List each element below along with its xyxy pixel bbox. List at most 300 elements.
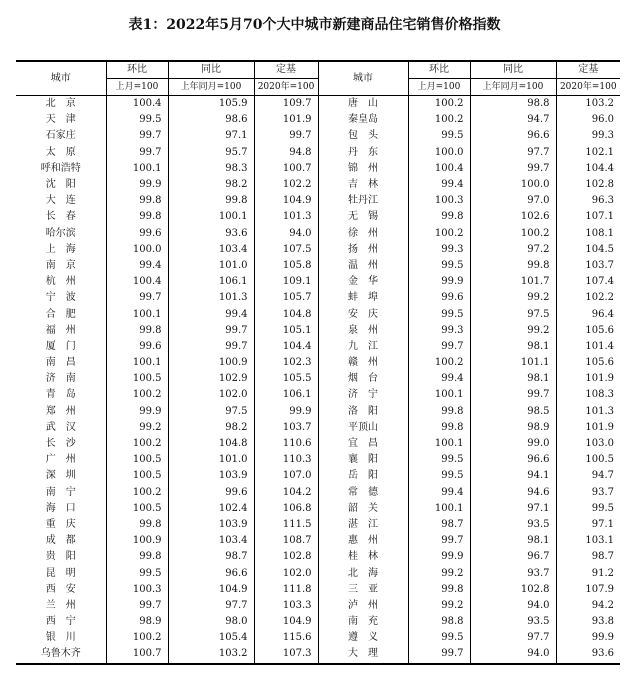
mom-value-right: 98.8 xyxy=(408,614,470,630)
yoy-value-left: 103.9 xyxy=(168,517,254,533)
city-name-right: 温 州 xyxy=(318,258,408,274)
mom-value-right: 100.4 xyxy=(408,161,470,177)
yoy-value-right: 94.7 xyxy=(470,112,556,128)
yoy-value-right: 101.1 xyxy=(470,355,556,371)
mom-value-left: 100.2 xyxy=(106,436,168,452)
mom-value-right: 99.6 xyxy=(408,290,470,306)
city-name-right: 桂 林 xyxy=(318,549,408,565)
fixed-value-right: 99.3 xyxy=(556,128,620,144)
fixed-value-right: 101.9 xyxy=(556,420,620,436)
table-body xyxy=(16,96,620,664)
fixed-value-right: 101.4 xyxy=(556,339,620,355)
table-row xyxy=(16,112,620,128)
mom-value-left: 100.5 xyxy=(106,468,168,484)
yoy-value-left: 101.3 xyxy=(168,290,254,306)
fixed-value-left: 103.3 xyxy=(254,598,318,614)
fixed-value-left: 109.1 xyxy=(254,274,318,290)
yoy-value-right: 98.9 xyxy=(470,420,556,436)
mom-value-left: 100.9 xyxy=(106,533,168,549)
mom-value-left: 99.8 xyxy=(106,517,168,533)
table-row xyxy=(16,630,620,646)
yoy-value-left: 98.2 xyxy=(168,420,254,436)
table-row xyxy=(16,193,620,209)
city-name-left: 大 连 xyxy=(45,195,76,207)
table-row xyxy=(16,501,620,517)
yoy-value-left: 102.9 xyxy=(168,371,254,387)
mom-value-left: 99.8 xyxy=(106,193,168,209)
mom-value-right: 99.4 xyxy=(408,371,470,387)
city-name-left: 济 南 xyxy=(45,373,76,385)
table-row xyxy=(16,96,620,113)
fixed-value-left: 109.7 xyxy=(254,96,318,113)
fixed-value-right: 97.1 xyxy=(556,517,620,533)
fixed-value-left: 105.7 xyxy=(254,290,318,306)
table-row xyxy=(16,387,620,403)
city-name-left: 天 津 xyxy=(45,114,76,126)
header-fixed-right: 定基 xyxy=(556,61,620,79)
yoy-value-right: 97.7 xyxy=(470,630,556,646)
table-row xyxy=(16,452,620,468)
mom-value-left: 99.5 xyxy=(106,112,168,128)
fixed-value-right: 103.0 xyxy=(556,436,620,452)
yoy-value-right: 99.7 xyxy=(470,161,556,177)
table-row xyxy=(16,290,620,306)
yoy-value-right: 96.6 xyxy=(470,128,556,144)
fixed-value-right: 103.7 xyxy=(556,258,620,274)
table-row xyxy=(16,436,620,452)
table-row xyxy=(16,145,620,161)
city-name-right: 常 德 xyxy=(318,485,408,501)
city-name-right: 无 锡 xyxy=(318,209,408,225)
yoy-value-right: 98.1 xyxy=(470,339,556,355)
fixed-value-left: 104.9 xyxy=(254,193,318,209)
header-mom-base-left: 上月=100 xyxy=(106,79,168,96)
city-name-left: 海 口 xyxy=(45,502,76,514)
table-row xyxy=(16,306,620,322)
yoy-value-right: 98.5 xyxy=(470,404,556,420)
fixed-value-left: 107.0 xyxy=(254,468,318,484)
yoy-value-right: 98.1 xyxy=(470,371,556,387)
mom-value-right: 100.2 xyxy=(408,112,470,128)
yoy-value-right: 93.7 xyxy=(470,565,556,581)
fixed-value-left: 104.4 xyxy=(254,339,318,355)
table-row xyxy=(16,339,620,355)
mom-value-left: 99.4 xyxy=(106,258,168,274)
yoy-value-left: 97.5 xyxy=(168,404,254,420)
yoy-value-left: 103.9 xyxy=(168,468,254,484)
fixed-value-left: 106.1 xyxy=(254,387,318,403)
table-row xyxy=(16,646,620,663)
fixed-value-left: 103.7 xyxy=(254,420,318,436)
mom-value-left: 100.4 xyxy=(106,96,168,113)
yoy-value-right: 97.1 xyxy=(470,501,556,517)
header-city-left: 城市 xyxy=(16,61,106,96)
header-yoy-base-right: 上年同月=100 xyxy=(470,79,556,96)
yoy-value-left: 98.7 xyxy=(168,549,254,565)
city-name-right: 泸 州 xyxy=(318,598,408,614)
yoy-value-right: 97.7 xyxy=(470,145,556,161)
fixed-value-right: 102.8 xyxy=(556,177,620,193)
city-name-left: 宁 波 xyxy=(45,292,76,304)
fixed-value-left: 102.3 xyxy=(254,355,318,371)
table-title: 表1：2022年5月70个大中城市新建商品住宅销售价格指数 xyxy=(128,17,501,33)
yoy-value-right: 93.5 xyxy=(470,517,556,533)
city-name-left: 哈尔滨 xyxy=(45,227,76,239)
fixed-value-right: 101.9 xyxy=(556,371,620,387)
fixed-value-left: 99.7 xyxy=(254,128,318,144)
fixed-value-left: 100.7 xyxy=(254,161,318,177)
city-name-right: 赣 州 xyxy=(318,355,408,371)
city-name-left: 上 海 xyxy=(45,243,76,255)
city-name-right: 洛 阳 xyxy=(318,404,408,420)
mom-value-right: 100.1 xyxy=(408,501,470,517)
mom-value-right: 99.5 xyxy=(408,452,470,468)
table-row xyxy=(16,404,620,420)
fixed-value-left: 104.2 xyxy=(254,485,318,501)
fixed-value-right: 93.6 xyxy=(556,646,620,663)
city-name-right: 牡丹江 xyxy=(318,193,408,209)
mom-value-left: 100.5 xyxy=(106,371,168,387)
mom-value-right: 99.7 xyxy=(408,533,470,549)
yoy-value-left: 98.6 xyxy=(168,112,254,128)
yoy-value-left: 100.9 xyxy=(168,355,254,371)
mom-value-right: 99.4 xyxy=(408,177,470,193)
mom-value-left: 100.1 xyxy=(106,306,168,322)
price-index-table xyxy=(16,60,620,665)
table-row xyxy=(16,355,620,371)
city-name-right: 吉 林 xyxy=(318,177,408,193)
yoy-value-left: 103.4 xyxy=(168,242,254,258)
city-name-left: 厦 门 xyxy=(45,340,76,352)
fixed-value-left: 94.0 xyxy=(254,226,318,242)
mom-value-left: 100.4 xyxy=(106,274,168,290)
mom-value-right: 99.7 xyxy=(408,646,470,663)
fixed-value-left: 104.9 xyxy=(254,614,318,630)
city-name-right: 扬 州 xyxy=(318,242,408,258)
city-name-left: 重 庆 xyxy=(45,518,76,530)
fixed-value-right: 99.9 xyxy=(556,630,620,646)
yoy-value-left: 105.4 xyxy=(168,630,254,646)
mom-value-left: 98.9 xyxy=(106,614,168,630)
yoy-value-left: 105.9 xyxy=(168,96,254,113)
city-name-left: 郑 州 xyxy=(45,405,76,417)
city-name-left: 深 圳 xyxy=(45,470,76,482)
fixed-value-right: 94.2 xyxy=(556,598,620,614)
fixed-value-right: 107.1 xyxy=(556,209,620,225)
header-fixed-left: 定基 xyxy=(254,61,318,79)
fixed-value-right: 107.4 xyxy=(556,274,620,290)
fixed-value-right: 93.8 xyxy=(556,614,620,630)
fixed-value-right: 99.5 xyxy=(556,501,620,517)
city-name-left: 福 州 xyxy=(45,324,76,336)
city-name-right: 平顶山 xyxy=(318,420,408,436)
city-name-left: 南 昌 xyxy=(45,357,76,369)
fixed-value-left: 101.3 xyxy=(254,209,318,225)
fixed-value-right: 105.6 xyxy=(556,355,620,371)
table-row xyxy=(16,274,620,290)
mom-value-left: 99.6 xyxy=(106,226,168,242)
city-name-right: 韶 关 xyxy=(318,501,408,517)
city-name-left: 太 原 xyxy=(45,146,76,158)
city-name-right: 济 宁 xyxy=(318,387,408,403)
fixed-value-right: 103.2 xyxy=(556,96,620,113)
yoy-value-left: 102.0 xyxy=(168,387,254,403)
fixed-value-right: 94.7 xyxy=(556,468,620,484)
fixed-value-right: 96.4 xyxy=(556,306,620,322)
city-name-left: 兰 州 xyxy=(45,599,76,611)
yoy-value-left: 95.7 xyxy=(168,145,254,161)
city-name-left: 武 汉 xyxy=(45,421,76,433)
mom-value-left: 99.7 xyxy=(106,598,168,614)
fixed-value-right: 93.7 xyxy=(556,485,620,501)
city-name-right: 惠 州 xyxy=(318,533,408,549)
fixed-value-left: 104.8 xyxy=(254,306,318,322)
yoy-value-right: 102.6 xyxy=(470,209,556,225)
yoy-value-right: 102.8 xyxy=(470,582,556,598)
city-name-right: 湛 江 xyxy=(318,517,408,533)
table-row xyxy=(16,258,620,274)
table-row xyxy=(16,242,620,258)
yoy-value-right: 99.8 xyxy=(470,258,556,274)
fixed-value-right: 96.0 xyxy=(556,112,620,128)
yoy-value-right: 94.6 xyxy=(470,485,556,501)
yoy-value-right: 96.6 xyxy=(470,452,556,468)
yoy-value-right: 100.2 xyxy=(470,226,556,242)
city-name-right: 大 理 xyxy=(318,646,408,663)
fixed-value-right: 102.1 xyxy=(556,145,620,161)
fixed-value-right: 103.1 xyxy=(556,533,620,549)
mom-value-right: 99.5 xyxy=(408,258,470,274)
city-name-left: 长 沙 xyxy=(45,438,76,450)
mom-value-right: 98.7 xyxy=(408,517,470,533)
mom-value-right: 100.3 xyxy=(408,193,470,209)
table-row xyxy=(16,614,620,630)
yoy-value-right: 97.5 xyxy=(470,306,556,322)
mom-value-left: 99.9 xyxy=(106,404,168,420)
table-row xyxy=(16,177,620,193)
fixed-value-left: 105.1 xyxy=(254,323,318,339)
fixed-value-right: 101.3 xyxy=(556,404,620,420)
city-name-right: 蚌 埠 xyxy=(318,290,408,306)
city-name-right: 锦 州 xyxy=(318,161,408,177)
mom-value-left: 99.7 xyxy=(106,128,168,144)
mom-value-right: 100.1 xyxy=(408,387,470,403)
yoy-value-left: 101.0 xyxy=(168,258,254,274)
city-name-left: 昆 明 xyxy=(45,567,76,579)
yoy-value-left: 99.7 xyxy=(168,339,254,355)
mom-value-right: 100.1 xyxy=(408,436,470,452)
yoy-value-left: 104.9 xyxy=(168,582,254,598)
fixed-value-left: 94.8 xyxy=(254,145,318,161)
yoy-value-left: 102.4 xyxy=(168,501,254,517)
yoy-value-left: 99.7 xyxy=(168,323,254,339)
yoy-value-right: 94.0 xyxy=(470,646,556,663)
fixed-value-right: 96.3 xyxy=(556,193,620,209)
table-row xyxy=(16,582,620,598)
mom-value-right: 99.5 xyxy=(408,128,470,144)
yoy-value-left: 103.4 xyxy=(168,533,254,549)
mom-value-right: 100.0 xyxy=(408,145,470,161)
mom-value-right: 99.4 xyxy=(408,485,470,501)
mom-value-right: 99.3 xyxy=(408,323,470,339)
fixed-value-right: 100.5 xyxy=(556,452,620,468)
mom-value-left: 99.8 xyxy=(106,209,168,225)
city-name-left: 乌鲁木齐 xyxy=(16,646,106,663)
city-name-right: 徐 州 xyxy=(318,226,408,242)
mom-value-left: 100.0 xyxy=(106,242,168,258)
mom-value-left: 100.2 xyxy=(106,387,168,403)
mom-value-left: 99.5 xyxy=(106,565,168,581)
city-name-right: 北 海 xyxy=(318,565,408,581)
yoy-value-left: 97.7 xyxy=(168,598,254,614)
city-name-left: 西 安 xyxy=(45,583,76,595)
fixed-value-right: 108.1 xyxy=(556,226,620,242)
city-name-left: 南 宁 xyxy=(45,486,76,498)
mom-value-left: 99.7 xyxy=(106,290,168,306)
table-row xyxy=(16,226,620,242)
mom-value-right: 99.5 xyxy=(408,306,470,322)
table-row xyxy=(16,565,620,581)
city-name-left: 呼和浩特 xyxy=(40,162,81,174)
mom-value-right: 99.2 xyxy=(408,565,470,581)
mom-value-right: 99.3 xyxy=(408,242,470,258)
header-fixed-base-right: 2020年=100 xyxy=(556,79,620,96)
city-name-right: 烟 台 xyxy=(318,371,408,387)
yoy-value-right: 100.0 xyxy=(470,177,556,193)
table-row xyxy=(16,549,620,565)
yoy-value-left: 99.6 xyxy=(168,485,254,501)
mom-value-right: 99.9 xyxy=(408,549,470,565)
header-mom-left: 环比 xyxy=(106,61,168,79)
yoy-value-left: 96.6 xyxy=(168,565,254,581)
city-name-left: 西 宁 xyxy=(45,616,76,628)
city-name-right: 襄 阳 xyxy=(318,452,408,468)
city-name-left: 沈 阳 xyxy=(45,179,76,191)
fixed-value-left: 110.3 xyxy=(254,452,318,468)
fixed-value-left: 102.0 xyxy=(254,565,318,581)
fixed-value-right: 107.9 xyxy=(556,582,620,598)
yoy-value-right: 94.1 xyxy=(470,468,556,484)
yoy-value-left: 99.4 xyxy=(168,306,254,322)
city-name-right: 唐 山 xyxy=(318,96,408,113)
city-name-left: 长 春 xyxy=(45,211,76,223)
fixed-value-left: 106.8 xyxy=(254,501,318,517)
mom-value-left: 100.2 xyxy=(106,485,168,501)
table-row xyxy=(16,323,620,339)
header-yoy-left: 同比 xyxy=(168,61,254,79)
city-name-left: 杭 州 xyxy=(45,276,76,288)
yoy-value-right: 98.8 xyxy=(470,96,556,113)
table-row xyxy=(16,533,620,549)
city-name-left: 青 岛 xyxy=(45,389,76,401)
city-name-right: 三 亚 xyxy=(318,582,408,598)
table-row xyxy=(16,517,620,533)
mom-value-right: 100.2 xyxy=(408,355,470,371)
header-mom-base-right: 上月=100 xyxy=(408,79,470,96)
table-row xyxy=(16,371,620,387)
yoy-value-left: 103.2 xyxy=(168,646,254,663)
fixed-value-left: 99.9 xyxy=(254,404,318,420)
city-name-right: 南 充 xyxy=(318,614,408,630)
table-row xyxy=(16,420,620,436)
mom-value-left: 100.2 xyxy=(106,630,168,646)
city-name-right: 遵 义 xyxy=(318,630,408,646)
fixed-value-left: 107.5 xyxy=(254,242,318,258)
yoy-value-left: 98.3 xyxy=(168,161,254,177)
header-fixed-base-left: 2020年=100 xyxy=(254,79,318,96)
mom-value-right: 99.8 xyxy=(408,582,470,598)
yoy-value-right: 97.0 xyxy=(470,193,556,209)
yoy-value-left: 101.0 xyxy=(168,452,254,468)
table-row xyxy=(16,598,620,614)
city-name-left: 银 川 xyxy=(45,632,76,644)
mom-value-right: 100.2 xyxy=(408,96,470,113)
header-mom-right: 环比 xyxy=(408,61,470,79)
mom-value-left: 100.5 xyxy=(106,501,168,517)
header-yoy-right: 同比 xyxy=(470,61,556,79)
fixed-value-left: 108.7 xyxy=(254,533,318,549)
header-city-right: 城市 xyxy=(318,61,408,96)
mom-value-left: 99.7 xyxy=(106,145,168,161)
mom-value-right: 100.2 xyxy=(408,226,470,242)
mom-value-left: 100.3 xyxy=(106,582,168,598)
city-name-left: 广 州 xyxy=(45,454,76,466)
yoy-value-left: 99.8 xyxy=(168,193,254,209)
city-name-right: 岳 阳 xyxy=(318,468,408,484)
fixed-value-left: 111.5 xyxy=(254,517,318,533)
mom-value-left: 100.5 xyxy=(106,452,168,468)
yoy-value-left: 97.1 xyxy=(168,128,254,144)
yoy-value-right: 101.7 xyxy=(470,274,556,290)
mom-value-right: 99.2 xyxy=(408,598,470,614)
mom-value-left: 100.1 xyxy=(106,161,168,177)
fixed-value-right: 102.2 xyxy=(556,290,620,306)
city-name-left: 南 京 xyxy=(45,259,76,271)
fixed-value-right: 108.3 xyxy=(556,387,620,403)
fixed-value-right: 104.4 xyxy=(556,161,620,177)
mom-value-left: 99.6 xyxy=(106,339,168,355)
table-row xyxy=(16,128,620,144)
mom-value-right: 99.5 xyxy=(408,468,470,484)
mom-value-left: 99.8 xyxy=(106,323,168,339)
fixed-value-left: 102.2 xyxy=(254,177,318,193)
yoy-value-left: 106.1 xyxy=(168,274,254,290)
city-name-right: 丹 东 xyxy=(318,145,408,161)
table-row xyxy=(16,161,620,177)
yoy-value-left: 98.0 xyxy=(168,614,254,630)
fixed-value-left: 105.8 xyxy=(254,258,318,274)
table-row xyxy=(16,209,620,225)
city-name-right: 包 头 xyxy=(318,128,408,144)
yoy-value-right: 98.1 xyxy=(470,533,556,549)
city-name-left: 合 肥 xyxy=(45,308,76,320)
header-yoy-base-left: 上年同月=100 xyxy=(168,79,254,96)
city-name-right: 金 华 xyxy=(318,274,408,290)
yoy-value-left: 104.8 xyxy=(168,436,254,452)
mom-value-left: 99.2 xyxy=(106,420,168,436)
fixed-value-left: 107.3 xyxy=(254,646,318,663)
mom-value-right: 99.8 xyxy=(408,209,470,225)
fixed-value-left: 102.8 xyxy=(254,549,318,565)
yoy-value-left: 98.2 xyxy=(168,177,254,193)
mom-value-right: 99.5 xyxy=(408,630,470,646)
mom-value-left: 99.8 xyxy=(106,549,168,565)
fixed-value-right: 104.5 xyxy=(556,242,620,258)
city-name-left: 贵 阳 xyxy=(45,551,76,563)
mom-value-left: 99.9 xyxy=(106,177,168,193)
fixed-value-right: 98.7 xyxy=(556,549,620,565)
yoy-value-right: 99.0 xyxy=(470,436,556,452)
